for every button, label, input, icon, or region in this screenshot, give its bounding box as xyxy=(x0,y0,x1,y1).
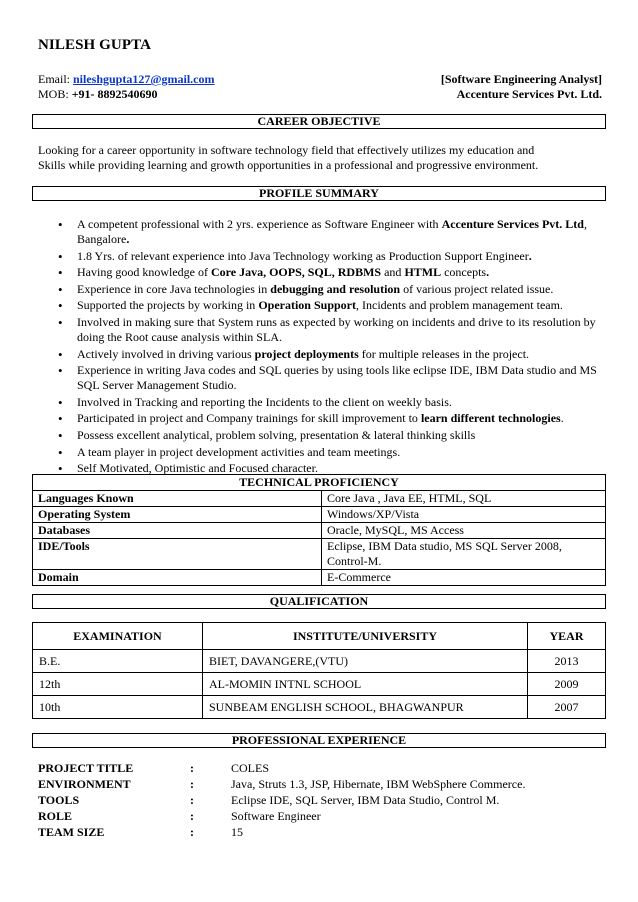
qualification-table xyxy=(32,622,606,719)
email-label: Email: xyxy=(38,72,70,86)
table-row: Operating System Windows/XP/Vista xyxy=(33,507,606,523)
section-career-objective: CAREER OBJECTIVE xyxy=(32,114,606,129)
table-header-row: EXAMINATION INSTITUTE/UNIVERSITY YEAR xyxy=(33,623,606,650)
list-item: • Supported the projects by working in Operation Support, Incidents and problem management team. xyxy=(58,298,608,313)
technical-proficiency-title: TECHNICAL PROFICIENCY xyxy=(33,475,606,491)
contact-row-mobile xyxy=(38,87,602,102)
table-row xyxy=(33,475,606,491)
contact-row-email xyxy=(38,72,602,87)
resume-page: NILESH GUPTA Email: nileshgupta127@gmail.com [Software Engineering Analyst] MOB: +91- 8892540690 Accenture Services Pvt. Ltd. CAREER OBJECTIVE Looking for a career opportunity in software technology field that effectively utilizes my education and Skills while providing learning and growth opportunities in a professional and progressive environment. PROFILE SUMMARY • A competent professional with 2 yrs. experience as Software Engineer with Accenture Services Pvt. Ltd, Bangalore. • 1.8 Yrs. of relevant experience into Java Technology working as Production Support Engineer. • Having good knowledge of Core Java, OOPS, SQL, RDBMS and HTML concepts. • Experience in core Java technologies in debugging and resolution of various project related issue. • Supported the projects by working in Operation Support, Incidents and problem management team. • Involved in making sure that System runs as expected by working on incidents and drive to its resolution by doing the Root cause analysis within SLA. • Actively involved in driving various project deployments for multiple releases in the project. • Experience in writing Java codes and SQL queries by using tools like eclipse IDE, IBM Data studio and MS SQL Server Management Studio. • Involved in Tracking and reporting the Incidents to the client on weekly basis. • Participated in project and Company trainings for skill improvement to learn different technologies. • Possess excellent analytical, problem solving, presentation & lateral thinking skills • A team player in project development activities and team meetings. • Self Motivated, Optimistic and Focused character. TECHNICAL PROFICIENCY Languages Known Core Java , Java EE, HTML, SQL Operating System Windows/XP/Vista Databases Oracle, MySQL, MS Access IDE/Tools Eclipse, IBM Data studio, MS SQL Server 2008, Control-M. Domain E-Commerce QUALIFICATION EXAMINATION INSTITUTE/UNIVERSITY YEAR B.E. BIET, DAVANGERE,(VTU) 2013 12th AL-MOMIN INTNL SCHOOL 2009 10th SUNBEAM ENGLISH SCHOOL, BHAGWANPUR 2007 PROFESSIONAL EXPERIENCE PROJECT TITLE : COLES ENVIRONMENT : Java, Struts 1.3, JSP, Hibernate, IBM WebSphere Commerce. TOOLS : Eclipse IDE, SQL Server, IBM Data Studio, Control M. ROLE : Software Engineer TEAM SIZE : 15 xyxy=(0,0,638,902)
mobile-number: +91- 8892540690 xyxy=(71,87,158,101)
table-row: 10th SUNBEAM ENGLISH SCHOOL, BHAGWANPUR 2007 xyxy=(33,696,606,719)
table-row: Databases Oracle, MySQL, MS Access xyxy=(33,523,606,539)
mobile-label: MOB: xyxy=(38,87,69,101)
table-row: IDE/Tools Eclipse, IBM Data studio, MS SQL Server 2008, Control-M. xyxy=(33,539,606,570)
candidate-name: NILESH GUPTA xyxy=(38,37,152,53)
table-row: Languages Known Core Java , Java EE, HTML, SQL xyxy=(33,491,606,507)
list-item: • Involved in making sure that System runs as expected by working on incidents and drive to its resolution by doing the Root cause analysis within SLA. xyxy=(58,315,608,345)
list-item: • Participated in project and Company trainings for skill improvement to learn different technologies. xyxy=(58,411,608,426)
list-item: • Having good knowledge of Core Java, OOPS, SQL, RDBMS and HTML concepts. xyxy=(58,265,608,280)
list-item: • A team player in project development activities and team meetings. xyxy=(58,445,608,460)
list-item: • Possess excellent analytical, problem solving, presentation & lateral thinking skills xyxy=(58,428,608,443)
list-item: • A competent professional with 2 yrs. experience as Software Engineer with Accenture Services Pvt. Ltd, Bangalore. xyxy=(58,217,608,247)
list-item: • Involved in Tracking and reporting the Incidents to the client on weekly basis. xyxy=(58,395,608,410)
table-row: B.E. BIET, DAVANGERE,(VTU) 2013 xyxy=(33,650,606,673)
section-profile-summary: PROFILE SUMMARY xyxy=(32,186,606,201)
list-item: • Experience in writing Java codes and SQL queries by using tools like eclipse IDE, IBM Data studio and MS SQL Server Management Studio. xyxy=(58,363,608,393)
table-row: 12th AL-MOMIN INTNL SCHOOL 2009 xyxy=(33,673,606,696)
technical-proficiency-table xyxy=(32,474,606,586)
profile-summary-list xyxy=(58,217,608,478)
list-item: • Experience in core Java technologies in debugging and resolution of various project related issue. xyxy=(58,282,608,297)
current-company: Accenture Services Pvt. Ltd. xyxy=(456,87,602,101)
section-qualification: QUALIFICATION xyxy=(32,594,606,609)
list-item: • Self Motivated, Optimistic and Focused character. xyxy=(58,461,608,476)
email-link[interactable]: nileshgupta127@gmail.com xyxy=(73,72,215,86)
career-objective-text: Looking for a career opportunity in software technology field that effectively utilizes my education and Skills while providing learning and growth opportunities in a professional and progressive environment. xyxy=(38,143,539,172)
table-row: Domain E-Commerce xyxy=(33,570,606,586)
list-item: • 1.8 Yrs. of relevant experience into Java Technology working as Production Support Engineer. xyxy=(58,249,608,264)
list-item: • Actively involved in driving various project deployments for multiple releases in the project. xyxy=(58,347,608,362)
current-role: [Software Engineering Analyst] xyxy=(440,72,602,86)
section-professional-experience: PROFESSIONAL EXPERIENCE xyxy=(32,733,606,748)
